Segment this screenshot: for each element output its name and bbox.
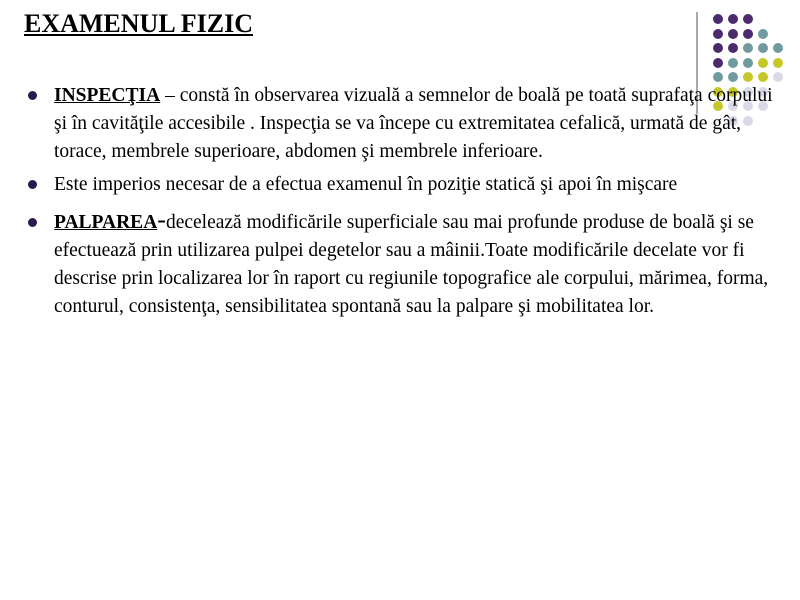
bullet-palparea [24,205,786,321]
term-inspectia: INSPECŢIA [54,85,161,106]
decor-dot [773,72,783,82]
bullet-text: – constă în observarea vizuală a semnelor de boală pe toată suprafaţa corpului şi în cavităţile accesibile . Inspecţia se va începe cu extremitatea cefalică, urmată de gât, torace, membrele superioare, abdomen şi membrele inferioare. [54,85,773,162]
slide-title: EXAMENUL FIZIC [24,9,253,38]
decor-dot [728,29,738,39]
decor-dot [773,58,783,68]
decor-dot [743,43,753,53]
decor-dot [728,43,738,53]
decor-dot [728,58,738,68]
decor-dot [713,43,723,53]
bullet-examen [24,171,786,199]
term-palparea: PALPAREA [54,212,158,233]
decor-dot [758,58,768,68]
decor-dot [743,29,753,39]
bullet-text: Este imperios necesar de a efectua examenul în poziţie statică şi apoi în mişcare [54,174,678,195]
decor-dot [728,14,738,24]
decor-dot [743,14,753,24]
bullet-list [24,82,786,321]
decor-dot [773,43,783,53]
bullet-inspectia [24,82,786,166]
term-dash: - [157,205,166,234]
decor-dot [743,72,753,82]
decor-dot [713,72,723,82]
decor-dot [743,58,753,68]
decor-dot [758,72,768,82]
decor-dot [758,29,768,39]
bullet-text: decelează modificările superficiale sau mai profunde produse de boală şi se efectuează prin utilizarea pulpei degetelor sau a mâinii.Toate modificările decelate vor fi descrise prin localizarea lor în raport cu regiunile topografice ale corpului, mărimea, forma, conturul, consistenţa, sensibilitatea spontană sau la palpare şi mobilitatea lor. [54,212,769,317]
decor-dot [713,14,723,24]
decor-dot [728,72,738,82]
decor-dot [713,29,723,39]
decor-dot [713,58,723,68]
decor-dot [758,43,768,53]
